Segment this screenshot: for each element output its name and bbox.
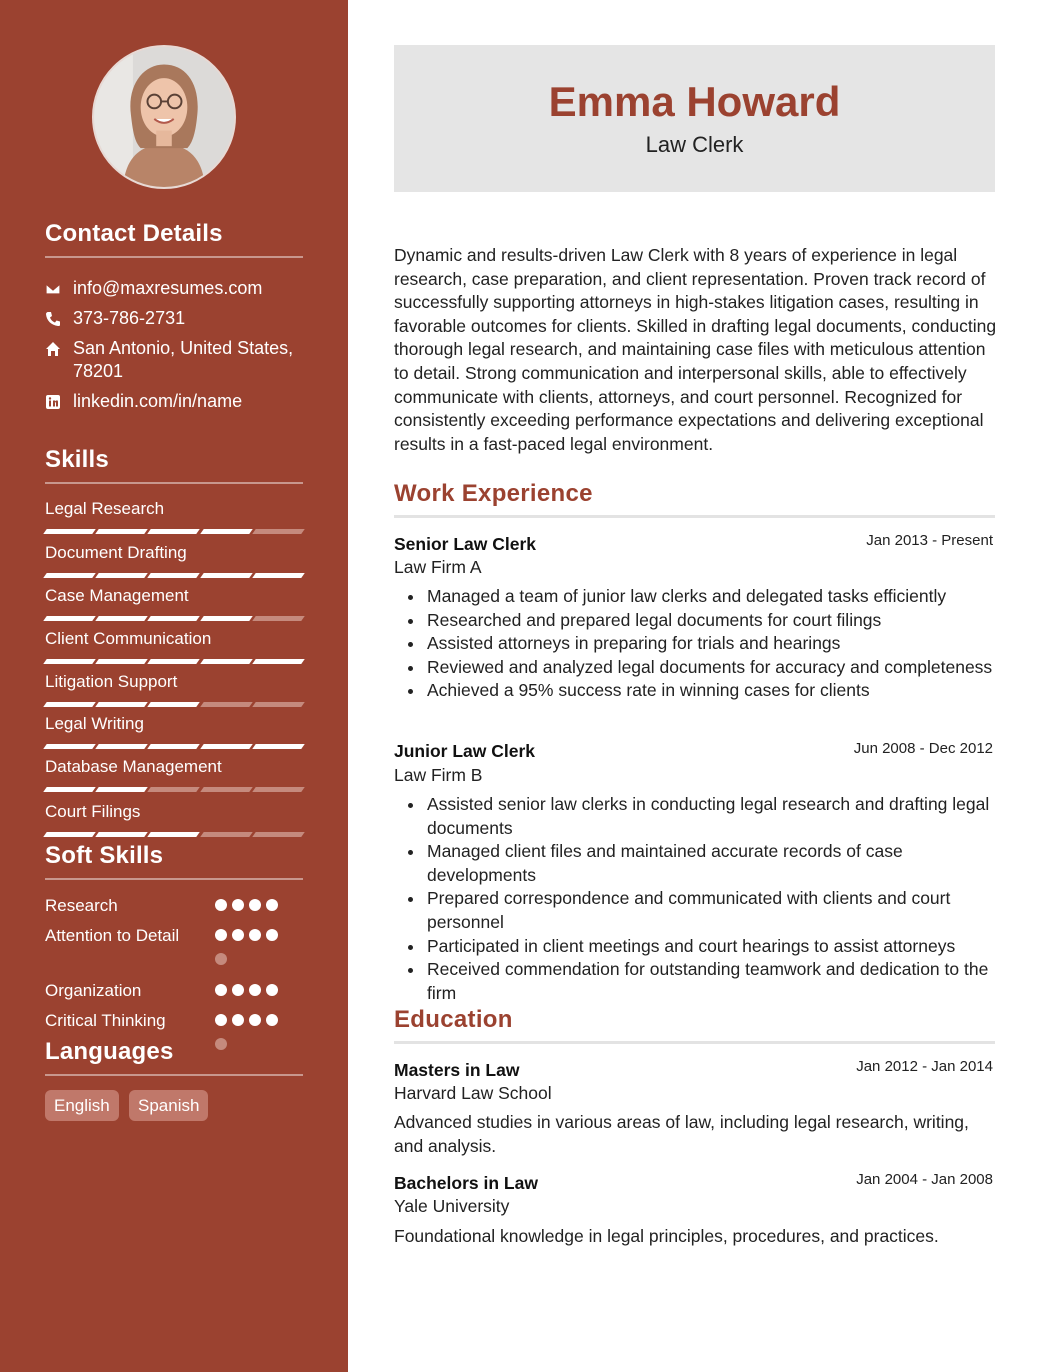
candidate-name: Emma Howard <box>548 78 841 125</box>
skill-level-segment <box>95 529 148 534</box>
contact-divider <box>45 256 303 258</box>
rating-dot <box>249 984 261 996</box>
skill-name: Document Drafting <box>45 543 187 562</box>
job-bullets <box>394 585 998 703</box>
rating-dot <box>215 953 227 965</box>
soft-skill-name: Organization <box>45 981 142 1000</box>
soft-skill-rating <box>215 984 278 996</box>
skills-heading: Skills <box>45 446 109 473</box>
rating-dot <box>249 929 261 941</box>
skill-level-segment <box>200 787 253 792</box>
skill-level-segment <box>43 832 96 837</box>
soft-skill-name: Research <box>45 896 118 915</box>
skill-level-segment <box>95 787 148 792</box>
school-name: Harvard Law School <box>394 1083 552 1103</box>
skill-level-segment <box>43 529 96 534</box>
education-divider <box>394 1041 995 1044</box>
skill-level-segment <box>95 744 148 749</box>
rating-dot <box>266 1014 278 1026</box>
phone-icon <box>45 307 73 330</box>
skill-level-segment <box>148 702 201 707</box>
skill-level-segment <box>43 616 96 621</box>
education-description: Advanced studies in various areas of law, including legal research, writing, and analysis. <box>394 1112 969 1156</box>
skill-name: Legal Research <box>45 499 165 518</box>
soft-skill-rating <box>215 899 278 911</box>
skill-level-segment <box>200 616 253 621</box>
job-bullets <box>394 793 998 1005</box>
skill-level-bar <box>45 787 303 792</box>
list-item: Researched and prepared legal documents for court filings <box>394 609 998 633</box>
degree-title: Masters in Law <box>394 1060 520 1080</box>
list-item: Assisted attorneys in preparing for trials and hearings <box>394 632 998 656</box>
profile-photo <box>92 45 236 189</box>
skill-level-segment <box>200 659 253 664</box>
list-item: Achieved a 95% success rate in winning cases for clients <box>394 679 998 703</box>
skill-level-segment <box>200 529 253 534</box>
name-header <box>394 45 995 192</box>
skill-level-segment <box>95 616 148 621</box>
rating-dot <box>249 1014 261 1026</box>
skill-level-segment <box>200 832 253 837</box>
skill-level-segment <box>252 616 305 621</box>
skill-name: Client Communication <box>45 629 212 648</box>
soft-skill-name: Critical Thinking <box>45 1011 166 1030</box>
rating-dot <box>215 1014 227 1026</box>
education-dates: Jan 2004 - Jan 2008 <box>856 1171 993 1188</box>
school-name: Yale University <box>394 1196 510 1216</box>
list-item: Assisted senior law clerks in conducting legal research and drafting legal documents <box>394 793 998 840</box>
job-dates: Jan 2013 - Present <box>866 532 993 549</box>
job-title-entry: Senior Law Clerk <box>394 534 536 554</box>
skill-level-segment <box>148 616 201 621</box>
rating-dot <box>249 899 261 911</box>
sidebar <box>0 0 348 1372</box>
soft-skills-heading: Soft Skills <box>45 842 164 869</box>
address-text: San Antonio, United States, 78201 <box>73 338 294 381</box>
degree-title: Bachelors in Law <box>394 1173 538 1193</box>
skill-level-segment <box>148 573 201 578</box>
rating-dot <box>266 899 278 911</box>
skill-level-segment <box>252 529 305 534</box>
rating-dot <box>232 929 244 941</box>
company-name: Law Firm B <box>394 765 483 785</box>
skill-name: Court Filings <box>45 802 141 821</box>
languages-heading: Languages <box>45 1038 174 1065</box>
skill-level-segment <box>252 744 305 749</box>
home-icon <box>45 337 73 360</box>
list-item: Reviewed and analyzed legal documents for accuracy and completeness <box>394 656 998 680</box>
skills-divider <box>45 482 303 484</box>
skill-level-segment <box>43 787 96 792</box>
list-item: Received commendation for outstanding teamwork and dedication to the firm <box>394 958 998 1005</box>
skill-level-segment <box>148 787 201 792</box>
linkedin-text[interactable]: linkedin.com/in/name <box>73 391 243 411</box>
skill-level-segment <box>200 702 253 707</box>
skill-level-bar <box>45 702 303 707</box>
job-title-entry: Junior Law Clerk <box>394 741 536 761</box>
profile-summary: Dynamic and results-driven Law Clerk with 8 years of experience in legal research, case preparation, and client representation. Proven track record of successfully supporting attorneys in high-stakes litigation cases, resulting in favorable outcomes for clients. Skilled in drafting legal documents, conducting thorough legal research, and maintaining case files with meticulous attention to detail. Strong communication and interpersonal skills, able to effectively communicate with clients, attorneys, and court personnel. Recognized for consistently exceeding performance expectations and delivering exceptional results in a fast-paced legal environment. <box>394 245 997 454</box>
list-item: Managed client files and maintained accurate records of case developments <box>394 840 998 887</box>
soft-skill-rating <box>215 929 285 965</box>
rating-dot <box>266 929 278 941</box>
rating-dot <box>215 899 227 911</box>
skill-level-segment <box>252 702 305 707</box>
skill-level-bar <box>45 832 303 837</box>
email-text[interactable]: info@maxresumes.com <box>73 278 263 298</box>
skill-level-bar <box>45 529 303 534</box>
rating-dot <box>215 984 227 996</box>
skill-level-segment <box>95 702 148 707</box>
contact-linkedin <box>45 390 303 413</box>
skill-level-segment <box>95 832 148 837</box>
skill-level-bar <box>45 616 303 621</box>
contact-phone <box>45 307 303 330</box>
company-name: Law Firm A <box>394 557 482 577</box>
education-description: Foundational knowledge in legal principles, procedures, and practices. <box>394 1226 939 1246</box>
envelope-icon <box>45 277 73 300</box>
skill-level-bar <box>45 659 303 664</box>
skill-level-bar <box>45 573 303 578</box>
skill-level-segment <box>252 573 305 578</box>
language-tag: Spanish <box>129 1090 208 1121</box>
skill-level-segment <box>252 832 305 837</box>
work-experience-heading: Work Experience <box>394 480 593 507</box>
work-divider <box>394 515 995 518</box>
skill-level-segment <box>95 573 148 578</box>
skill-name: Case Management <box>45 586 189 605</box>
contact-heading: Contact Details <box>45 220 223 247</box>
profile-photo-image <box>94 47 234 187</box>
skill-level-segment <box>43 659 96 664</box>
language-tag: English <box>45 1090 119 1121</box>
contact-address <box>45 337 303 383</box>
skill-level-segment <box>252 659 305 664</box>
rating-dot <box>266 984 278 996</box>
soft-skill-name: Attention to Detail <box>45 926 180 945</box>
skill-level-segment <box>148 744 201 749</box>
list-item: Managed a team of junior law clerks and delegated tasks efficiently <box>394 585 998 609</box>
skill-level-segment <box>43 702 96 707</box>
job-dates: Jun 2008 - Dec 2012 <box>853 740 993 757</box>
linkedin-icon <box>45 390 73 413</box>
phone-text: 373-786-2731 <box>73 308 186 328</box>
skill-level-segment <box>200 573 253 578</box>
skill-level-bar <box>45 744 303 749</box>
languages-divider <box>45 1074 303 1076</box>
skill-level-segment <box>148 529 201 534</box>
skill-level-segment <box>252 787 305 792</box>
list-item: Prepared correspondence and communicated with clients and court personnel <box>394 887 998 934</box>
skill-level-segment <box>148 659 201 664</box>
skill-name: Legal Writing <box>45 714 144 733</box>
list-item: Participated in client meetings and court hearings to assist attorneys <box>394 935 998 959</box>
skill-level-segment <box>43 573 96 578</box>
education-heading: Education <box>394 1006 513 1033</box>
rating-dot <box>215 929 227 941</box>
rating-dot <box>232 1014 244 1026</box>
skill-level-segment <box>95 659 148 664</box>
skill-level-segment <box>200 744 253 749</box>
rating-dot <box>232 899 244 911</box>
skill-name: Database Management <box>45 757 222 776</box>
contact-email <box>45 277 303 300</box>
job-title: Law Clerk <box>645 132 744 157</box>
skill-level-segment <box>148 832 201 837</box>
soft-skills-divider <box>45 878 303 880</box>
education-dates: Jan 2012 - Jan 2014 <box>856 1058 993 1075</box>
rating-dot <box>232 984 244 996</box>
skill-level-segment <box>43 744 96 749</box>
skill-name: Litigation Support <box>45 672 178 691</box>
